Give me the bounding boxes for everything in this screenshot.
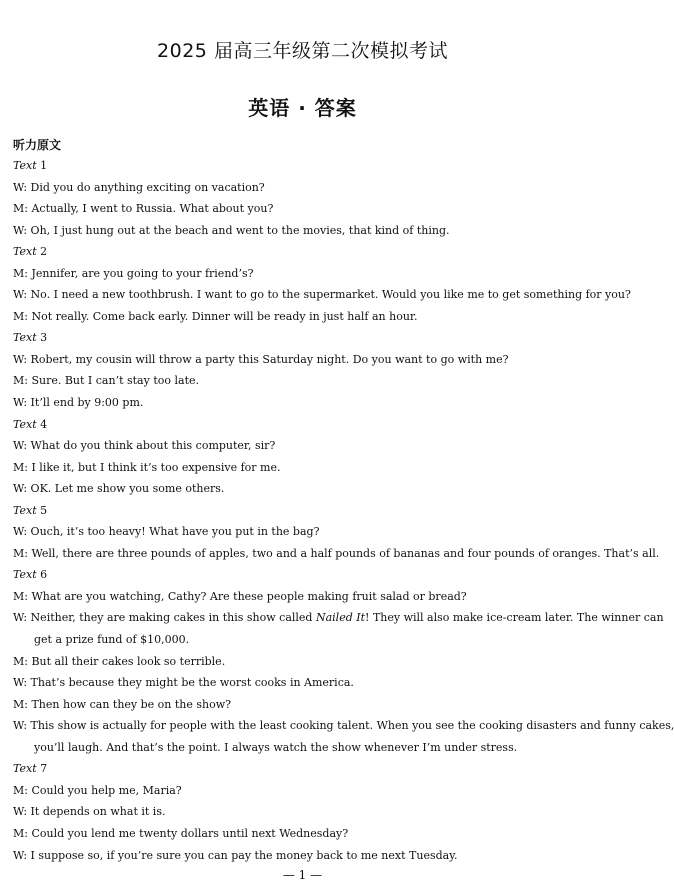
dialogue-line [13,607,664,629]
dialogue-continuation: you’ll laugh. And that’s the point. I always watch the show whenever I’m under stress. [34,740,518,754]
dialogue-line: W: No. I need a new toothbrush. I want to go to the supermarket. Would you like me to get something for you? [13,288,631,302]
text-heading [13,155,593,177]
dialogue-line: W: What do you think about this computer, sir? [13,439,276,453]
text-heading-number: 2 [36,245,48,259]
dialogue-line: W: Robert, my cousin will throw a party this Saturday night. Do you want to go with me? [13,352,509,366]
dialogue-line: W: It depends on what it is. [13,805,166,819]
text-heading-label: Text [13,331,37,345]
text-heading-label: Text [13,417,37,431]
dialogue-line: W: This show is actually for people with the least cooking talent. When you see the cooking disasters and funny cakes, [13,719,674,733]
dialogue-continuation: get a prize fund of $10,000. [34,633,190,647]
dialogue-line: W: OK. Let me show you some others. [13,482,225,496]
text-heading [13,241,593,263]
text-heading-number: 3 [36,331,48,345]
text-heading [13,414,593,436]
text-heading [13,500,593,522]
text-heading-label: Text [13,503,37,517]
section-heading: 听力原文 [13,138,62,152]
text-heading [13,564,593,586]
dialogue-line: M: Could you lend me twenty dollars until next Wednesday? [13,826,349,840]
text-heading [13,758,593,780]
dialogue-line: M: Then how can they be on the show? [13,697,232,711]
dialogue-line: W: Did you do anything exciting on vacation? [13,180,265,194]
dialogue-line: W: I suppose so, if you’re sure you can pay the money back to me next Tuesday. [13,848,458,862]
dialogue-line: M: Jennifer, are you going to your friend’s? [13,266,254,280]
dialogue-line: M: I like it, but I think it’s too expensive for me. [13,460,281,474]
dialogue-line: W: It’ll end by 9:00 pm. [13,396,144,410]
text-heading-number: 5 [36,503,48,517]
text-heading-number: 7 [36,762,48,776]
dialogue-line: M: Well, there are three pounds of apples, two and a half pounds of bananas and four pounds of oranges. That’s all. [13,546,660,560]
document-title: 2025 届高三年级第二次模拟考试 [157,40,448,62]
dialogue-line: M: Actually, I went to Russia. What about you? [13,202,274,216]
text-heading-label: Text [13,568,37,582]
dialogue-line: M: Could you help me, Maria? [13,783,182,797]
text-heading-number: 4 [36,417,48,431]
dialogue-line: M: But all their cakes look so terrible. [13,654,226,668]
text-heading-number: 1 [36,159,48,172]
page-number: — 1 — [282,868,323,882]
dialogue-line: M: What are you watching, Cathy? Are these people making fruit salad or bread? [13,589,467,603]
dialogue-line: W: Ouch, it’s too heavy! What have you put in the bag? [13,525,320,539]
dialogue-text: W: Neither, they are making cakes in this show called [13,611,316,625]
dialogue-line: M: Sure. But I can’t stay too late. [13,374,199,388]
dialogue-line: W: That’s because they might be the worst cooks in America. [13,676,354,690]
show-title: Nailed It [315,611,366,625]
text-heading-number: 6 [36,568,48,582]
dialogue-line: M: Not really. Come back early. Dinner will be ready in just half an hour. [13,309,418,323]
transcript-body [13,155,674,866]
text-heading-label: Text [13,159,37,172]
dialogue-line: W: Oh, I just hung out at the beach and went to the movies, that kind of thing. [13,223,450,237]
text-heading-label: Text [13,762,37,776]
document-subtitle: 英语 · 答案 [248,96,357,120]
dialogue-text: ! They will also make ice-cream later. The winner can [365,611,664,625]
text-heading [13,327,593,349]
text-heading-label: Text [13,245,37,259]
